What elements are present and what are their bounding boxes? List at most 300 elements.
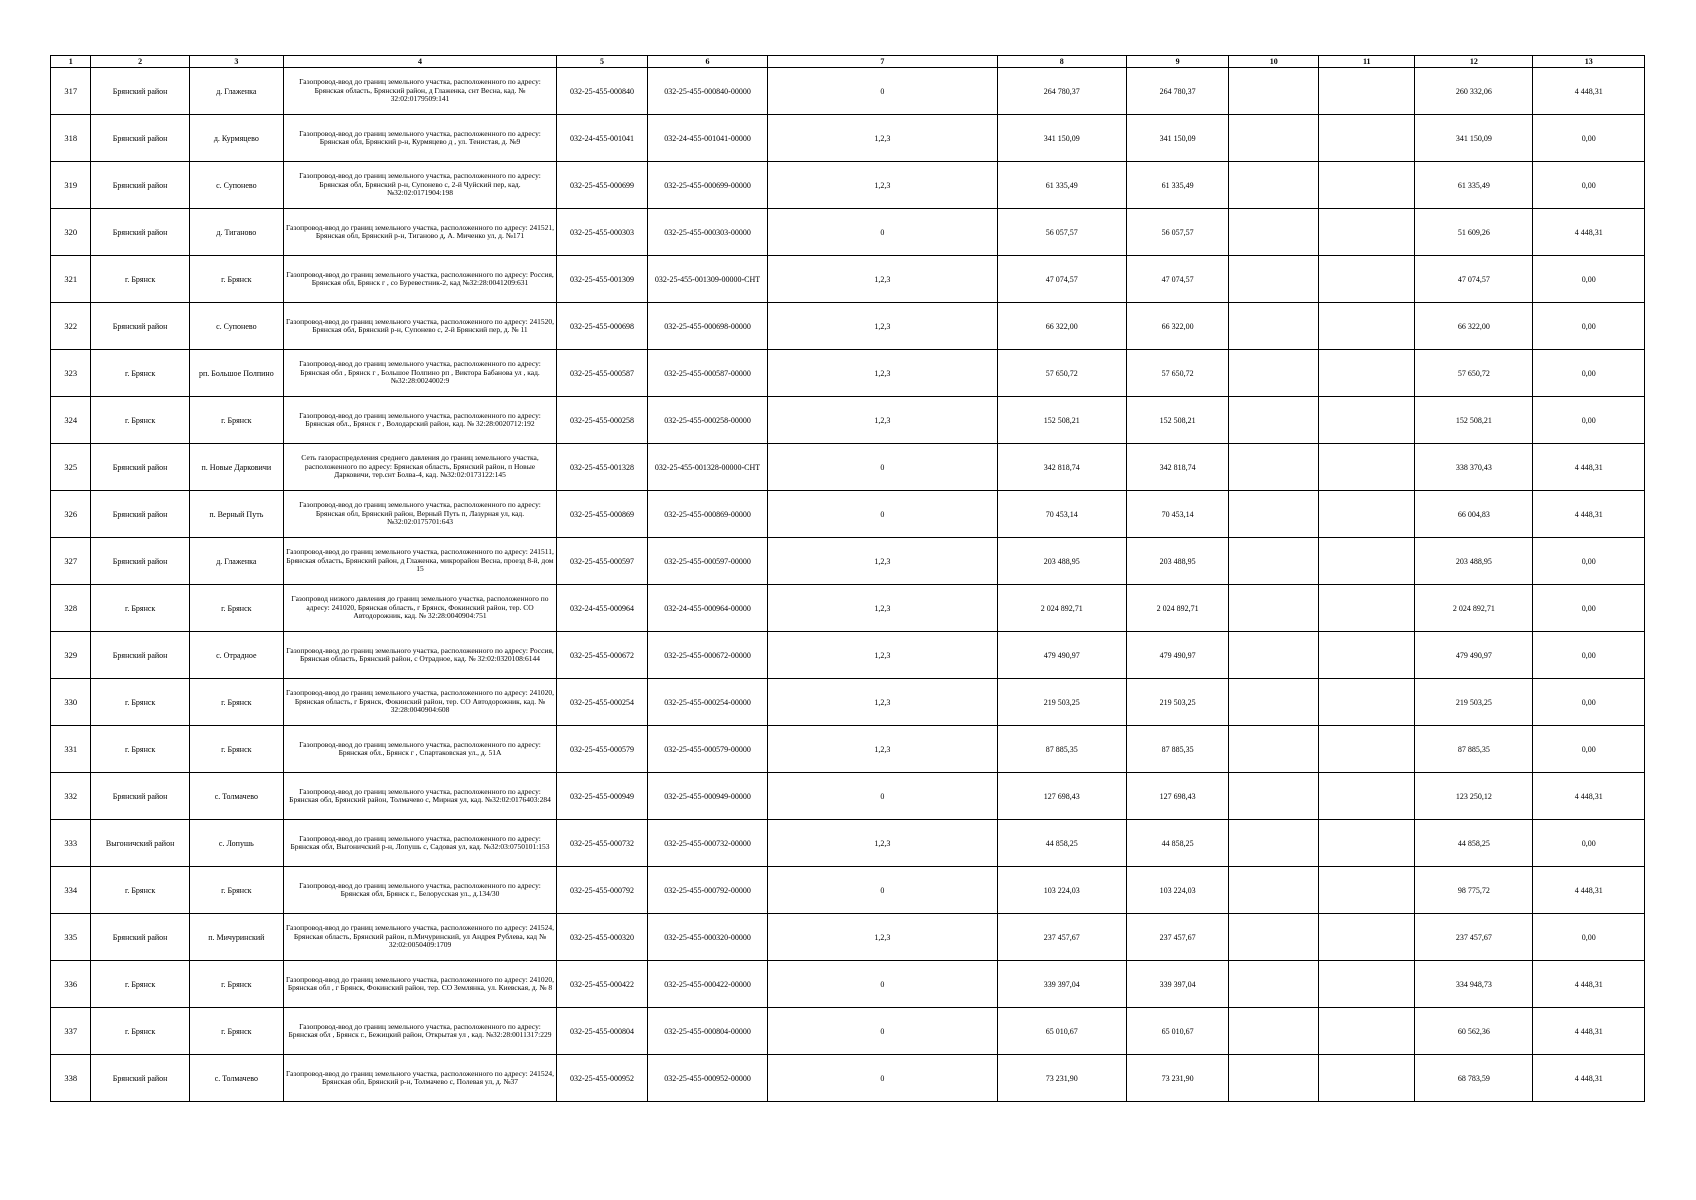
cell-object-description: Газопровод-ввод до границ земельного участка, расположенного по адресу: Брянская обл, Брянский район, Толмачево с, Мирная ул, кад. №32:02:0176403:284: [283, 773, 556, 820]
cell-category: 0: [768, 773, 998, 820]
cell-amount-col-9: 70 453,14: [1126, 491, 1229, 538]
cell-category: 0: [768, 444, 998, 491]
cell-amount-col-9: 44 858,25: [1126, 820, 1229, 867]
cell-category: 1,2,3: [768, 632, 998, 679]
cell-amount-col-12: 341 150,09: [1415, 115, 1533, 162]
cell-amount-col-12: 2 024 892,71: [1415, 585, 1533, 632]
cell-amount-col-11: [1319, 538, 1415, 585]
cell-object-description: Газопровод-ввод до границ земельного участка, расположенного по адресу: 241521, Брянская обл, Брянский р-н, Тиганово д, А. Миченко ул, д. №171: [283, 209, 556, 256]
cell-amount-col-9: 219 503,25: [1126, 679, 1229, 726]
cell-object-code: 032-25-455-000320: [557, 914, 648, 961]
cell-object-description: Газопровод низкого давления до границ земельного участка, расположенного по адресу: 241020, Брянская область, г Брянск, Фокинский район, тер. СО Автодорожник, кад. № 32:28:0040904:751: [283, 585, 556, 632]
cell-object-code: 032-25-455-000303: [557, 209, 648, 256]
cell-amount-col-13: 0,00: [1533, 632, 1645, 679]
cell-row-number: 326: [51, 491, 91, 538]
cell-full-object-code: 032-24-455-001041-00000: [647, 115, 767, 162]
cell-row-number: 328: [51, 585, 91, 632]
cell-object-description: Газопровод-ввод до границ земельного участка, расположенного по адресу: Брянская обл , Брянск г , Большое Полпино рп , Виктора Бабанова ул , кад. №32:28:0024002:9: [283, 350, 556, 397]
cell-total-amount: 479 490,97: [997, 632, 1126, 679]
cell-object-code: 032-25-455-000840: [557, 68, 648, 115]
table-row: [51, 303, 1645, 350]
cell-object-description: Газопровод-ввод до границ земельного участка, расположенного по адресу: 241524, Брянская обл, Брянский р-н, Толмачево с, Полевая ул, д. №37: [283, 1055, 556, 1102]
cell-district: г. Брянск: [91, 726, 189, 773]
cell-amount-col-9: 87 885,35: [1126, 726, 1229, 773]
cell-object-code: 032-24-455-000964: [557, 585, 648, 632]
cell-object-code: 032-25-455-000254: [557, 679, 648, 726]
cell-object-description: Газопровод-ввод до границ земельного участка, расположенного по адресу: Брянская обл., Брянск г , Спартаковская ул., д. 51А: [283, 726, 556, 773]
cell-full-object-code: 032-25-455-000698-00000: [647, 303, 767, 350]
cell-row-number: 319: [51, 162, 91, 209]
cell-amount-col-12: 260 332,06: [1415, 68, 1533, 115]
cell-settlement: рп. Большое Полпино: [189, 350, 283, 397]
cell-amount-col-10: [1229, 961, 1319, 1008]
column-header-10: 10: [1229, 56, 1319, 68]
cell-category: 0: [768, 961, 998, 1008]
table-row: [51, 914, 1645, 961]
cell-object-description: Газопровод-ввод до границ земельного участка, расположенного по адресу: Россия, Брянская область, Брянский район, с Отрадное, кад. № 32:02:0320108:6144: [283, 632, 556, 679]
cell-amount-col-12: 123 250,12: [1415, 773, 1533, 820]
cell-amount-col-13: 0,00: [1533, 726, 1645, 773]
cell-amount-col-11: [1319, 256, 1415, 303]
cell-amount-col-9: 127 698,43: [1126, 773, 1229, 820]
cell-amount-col-9: 203 488,95: [1126, 538, 1229, 585]
cell-category: 0: [768, 867, 998, 914]
cell-amount-col-13: 4 448,31: [1533, 444, 1645, 491]
cell-district: Брянский район: [91, 632, 189, 679]
cell-settlement: д. Глаженка: [189, 68, 283, 115]
cell-amount-col-9: 47 074,57: [1126, 256, 1229, 303]
table-row: [51, 820, 1645, 867]
cell-district: Брянский район: [91, 1055, 189, 1102]
cell-object-code: 032-25-455-000579: [557, 726, 648, 773]
cell-row-number: 335: [51, 914, 91, 961]
cell-object-description: Газопровод-ввод до границ земельного участка, расположенного по адресу: 241020, Брянская обл , г Брянск, Фокинский район, тер. СО Землянка, ул. Киевская, д. № 8: [283, 961, 556, 1008]
cell-object-description: Газопровод-ввод до границ земельного участка, расположенного по адресу: Россия, Брянская обл, Брянск г , со Буревестник-2, кад №32:28:0041209:631: [283, 256, 556, 303]
cell-row-number: 336: [51, 961, 91, 1008]
cell-full-object-code: 032-25-455-000792-00000: [647, 867, 767, 914]
column-header-9: 9: [1126, 56, 1229, 68]
cell-amount-col-12: 98 775,72: [1415, 867, 1533, 914]
cell-total-amount: 237 457,67: [997, 914, 1126, 961]
cell-amount-col-9: 2 024 892,71: [1126, 585, 1229, 632]
cell-amount-col-11: [1319, 397, 1415, 444]
cell-amount-col-13: 0,00: [1533, 303, 1645, 350]
cell-total-amount: 57 650,72: [997, 350, 1126, 397]
cell-full-object-code: 032-25-455-000303-00000: [647, 209, 767, 256]
cell-amount-col-11: [1319, 585, 1415, 632]
cell-total-amount: 341 150,09: [997, 115, 1126, 162]
cell-settlement: г. Брянск: [189, 256, 283, 303]
column-header-7: 7: [768, 56, 998, 68]
cell-total-amount: 70 453,14: [997, 491, 1126, 538]
cell-amount-col-13: 0,00: [1533, 820, 1645, 867]
cell-full-object-code: 032-25-455-000587-00000: [647, 350, 767, 397]
cell-settlement: г. Брянск: [189, 961, 283, 1008]
cell-amount-col-11: [1319, 632, 1415, 679]
cell-object-description: Газопровод-ввод до границ земельного участка, расположенного по адресу: 241520, Брянская обл, Брянский р-н, Супонево с, 2-й Брянский пер, д. № 11: [283, 303, 556, 350]
cell-total-amount: 127 698,43: [997, 773, 1126, 820]
cell-total-amount: 203 488,95: [997, 538, 1126, 585]
cell-amount-col-9: 103 224,03: [1126, 867, 1229, 914]
table-row: [51, 397, 1645, 444]
cell-amount-col-11: [1319, 773, 1415, 820]
column-header-1: 1: [51, 56, 91, 68]
table-row: [51, 350, 1645, 397]
cell-district: г. Брянск: [91, 679, 189, 726]
header-row: [51, 56, 1645, 68]
cell-amount-col-11: [1319, 820, 1415, 867]
cell-amount-col-10: [1229, 867, 1319, 914]
cell-object-description: Газопровод-ввод до границ земельного участка, расположенного по адресу: Брянская обл, Брянский р-н, Супонево с, 2-й Чуйский пер, кад. №32:02:0171904:198: [283, 162, 556, 209]
column-header-4: 4: [283, 56, 556, 68]
cell-amount-col-12: 203 488,95: [1415, 538, 1533, 585]
cell-amount-col-11: [1319, 115, 1415, 162]
cell-amount-col-13: 4 448,31: [1533, 773, 1645, 820]
cell-total-amount: 87 885,35: [997, 726, 1126, 773]
table-row: [51, 585, 1645, 632]
cell-amount-col-12: 87 885,35: [1415, 726, 1533, 773]
cell-total-amount: 61 335,49: [997, 162, 1126, 209]
cell-settlement: п. Мичуринский: [189, 914, 283, 961]
cell-full-object-code: 032-25-455-001309-00000-СНТ: [647, 256, 767, 303]
cell-amount-col-9: 152 508,21: [1126, 397, 1229, 444]
cell-amount-col-10: [1229, 679, 1319, 726]
cell-amount-col-10: [1229, 68, 1319, 115]
cell-amount-col-13: 4 448,31: [1533, 209, 1645, 256]
cell-settlement: п. Верный Путь: [189, 491, 283, 538]
cell-object-code: 032-25-455-000952: [557, 1055, 648, 1102]
cell-amount-col-9: 341 150,09: [1126, 115, 1229, 162]
cell-total-amount: 264 780,37: [997, 68, 1126, 115]
cell-amount-col-13: 0,00: [1533, 538, 1645, 585]
column-header-11: 11: [1319, 56, 1415, 68]
cell-object-code: 032-25-455-000949: [557, 773, 648, 820]
cell-object-description: Газопровод-ввод до границ земельного участка, расположенного по адресу: 241524, Брянская область, Брянский район, п.Мичуринский, ул Андрея Рублева, кад № 32:02:0050409:1709: [283, 914, 556, 961]
table-row: [51, 632, 1645, 679]
cell-amount-col-9: 237 457,67: [1126, 914, 1229, 961]
cell-district: Брянский район: [91, 209, 189, 256]
cell-amount-col-10: [1229, 115, 1319, 162]
column-header-3: 3: [189, 56, 283, 68]
cell-settlement: с. Толмачево: [189, 773, 283, 820]
cell-settlement: с. Отрадное: [189, 632, 283, 679]
cell-amount-col-12: 66 004,83: [1415, 491, 1533, 538]
cell-category: 0: [768, 1055, 998, 1102]
cell-object-code: 032-25-455-000587: [557, 350, 648, 397]
cell-row-number: 327: [51, 538, 91, 585]
cell-category: 1,2,3: [768, 914, 998, 961]
cell-amount-col-9: 73 231,90: [1126, 1055, 1229, 1102]
cell-row-number: 338: [51, 1055, 91, 1102]
cell-object-description: Газопровод-ввод до границ земельного участка, расположенного по адресу: 241020, Брянская область, г Брянск, Фокинский район, тер. СО Автодорожник, кад. № 32:28:0040904:608: [283, 679, 556, 726]
cell-category: 1,2,3: [768, 162, 998, 209]
cell-amount-col-13: 4 448,31: [1533, 68, 1645, 115]
cell-amount-col-13: 0,00: [1533, 350, 1645, 397]
cell-amount-col-9: 61 335,49: [1126, 162, 1229, 209]
table-row: [51, 162, 1645, 209]
table-row: [51, 726, 1645, 773]
cell-total-amount: 65 010,67: [997, 1008, 1126, 1055]
cell-row-number: 333: [51, 820, 91, 867]
cell-district: Брянский район: [91, 491, 189, 538]
cell-amount-col-12: 61 335,49: [1415, 162, 1533, 209]
cell-row-number: 323: [51, 350, 91, 397]
cell-amount-col-11: [1319, 1055, 1415, 1102]
cell-total-amount: 152 508,21: [997, 397, 1126, 444]
cell-district: г. Брянск: [91, 867, 189, 914]
cell-amount-col-11: [1319, 679, 1415, 726]
cell-object-description: Газопровод-ввод до границ земельного участка, расположенного по адресу: 241511, Брянская область, Брянский район, д Глаженка, микрорайон Весна, проезд 8-й, дом 15: [283, 538, 556, 585]
cell-object-code: 032-25-455-001309: [557, 256, 648, 303]
table-row: [51, 867, 1645, 914]
cell-total-amount: 44 858,25: [997, 820, 1126, 867]
cell-amount-col-9: 342 818,74: [1126, 444, 1229, 491]
cell-settlement: с. Супонево: [189, 303, 283, 350]
cell-total-amount: 339 397,04: [997, 961, 1126, 1008]
table-row: [51, 961, 1645, 1008]
cell-total-amount: 103 224,03: [997, 867, 1126, 914]
cell-district: Брянский район: [91, 303, 189, 350]
cell-amount-col-10: [1229, 350, 1319, 397]
column-header-8: 8: [997, 56, 1126, 68]
cell-object-description: Сеть газораспределения среднего давления до границ земельного участка, расположенного по адресу: Брянская область, Брянский район, п Новые Дарковичи, тер.снт Болва-4, кад. №32:02:0173122:145: [283, 444, 556, 491]
cell-amount-col-13: 0,00: [1533, 679, 1645, 726]
cell-amount-col-10: [1229, 632, 1319, 679]
cell-amount-col-11: [1319, 162, 1415, 209]
cell-settlement: г. Брянск: [189, 867, 283, 914]
cell-amount-col-13: 0,00: [1533, 256, 1645, 303]
cell-total-amount: 73 231,90: [997, 1055, 1126, 1102]
cell-full-object-code: 032-25-455-000732-00000: [647, 820, 767, 867]
cell-amount-col-13: 4 448,31: [1533, 1008, 1645, 1055]
cell-object-code: 032-25-455-001328: [557, 444, 648, 491]
cell-amount-col-10: [1229, 162, 1319, 209]
cell-total-amount: 56 057,57: [997, 209, 1126, 256]
table-row: [51, 1055, 1645, 1102]
cell-full-object-code: 032-25-455-000952-00000: [647, 1055, 767, 1102]
cell-amount-col-11: [1319, 961, 1415, 1008]
cell-amount-col-10: [1229, 397, 1319, 444]
cell-full-object-code: 032-24-455-000964-00000: [647, 585, 767, 632]
cell-row-number: 332: [51, 773, 91, 820]
cell-amount-col-10: [1229, 1055, 1319, 1102]
cell-row-number: 330: [51, 679, 91, 726]
cell-amount-col-12: 152 508,21: [1415, 397, 1533, 444]
cell-amount-col-9: 339 397,04: [1126, 961, 1229, 1008]
cell-district: г. Брянск: [91, 1008, 189, 1055]
cell-row-number: 325: [51, 444, 91, 491]
cell-object-code: 032-25-455-000698: [557, 303, 648, 350]
cell-full-object-code: 032-25-455-000840-00000: [647, 68, 767, 115]
cell-amount-col-10: [1229, 820, 1319, 867]
cell-total-amount: 342 818,74: [997, 444, 1126, 491]
cell-total-amount: 66 322,00: [997, 303, 1126, 350]
cell-amount-col-13: 4 448,31: [1533, 491, 1645, 538]
cell-category: 1,2,3: [768, 256, 998, 303]
cell-full-object-code: 032-25-455-000949-00000: [647, 773, 767, 820]
cell-settlement: с. Супонево: [189, 162, 283, 209]
cell-object-code: 032-25-455-000422: [557, 961, 648, 1008]
column-header-6: 6: [647, 56, 767, 68]
cell-amount-col-11: [1319, 68, 1415, 115]
cell-district: Брянский район: [91, 444, 189, 491]
cell-row-number: 320: [51, 209, 91, 256]
column-header-12: 12: [1415, 56, 1533, 68]
column-header-5: 5: [557, 56, 648, 68]
cell-amount-col-10: [1229, 491, 1319, 538]
cell-row-number: 334: [51, 867, 91, 914]
cell-full-object-code: 032-25-455-000579-00000: [647, 726, 767, 773]
cell-settlement: п. Новые Дарковичи: [189, 444, 283, 491]
cell-full-object-code: 032-25-455-000672-00000: [647, 632, 767, 679]
cell-amount-col-12: 334 948,73: [1415, 961, 1533, 1008]
column-header-2: 2: [91, 56, 189, 68]
cell-amount-col-10: [1229, 914, 1319, 961]
table-row: [51, 68, 1645, 115]
cell-object-code: 032-25-455-000672: [557, 632, 648, 679]
cell-row-number: 321: [51, 256, 91, 303]
cell-amount-col-11: [1319, 1008, 1415, 1055]
cell-amount-col-13: 0,00: [1533, 914, 1645, 961]
cell-total-amount: 2 024 892,71: [997, 585, 1126, 632]
table-body: [51, 68, 1645, 1102]
cell-settlement: д. Курмяцево: [189, 115, 283, 162]
cell-amount-col-10: [1229, 726, 1319, 773]
cell-category: 1,2,3: [768, 115, 998, 162]
cell-category: 1,2,3: [768, 397, 998, 444]
cell-amount-col-12: 479 490,97: [1415, 632, 1533, 679]
cell-amount-col-10: [1229, 538, 1319, 585]
cell-full-object-code: 032-25-455-000254-00000: [647, 679, 767, 726]
cell-amount-col-12: 47 074,57: [1415, 256, 1533, 303]
cell-district: г. Брянск: [91, 961, 189, 1008]
cell-full-object-code: 032-25-455-000422-00000: [647, 961, 767, 1008]
cell-object-code: 032-25-455-000869: [557, 491, 648, 538]
cell-row-number: 322: [51, 303, 91, 350]
cell-amount-col-11: [1319, 491, 1415, 538]
cell-district: г. Брянск: [91, 256, 189, 303]
cell-amount-col-12: 237 457,67: [1415, 914, 1533, 961]
cell-total-amount: 47 074,57: [997, 256, 1126, 303]
cell-amount-col-10: [1229, 1008, 1319, 1055]
cell-object-code: 032-25-455-000258: [557, 397, 648, 444]
cell-amount-col-10: [1229, 256, 1319, 303]
cell-category: 1,2,3: [768, 585, 998, 632]
cell-settlement: г. Брянск: [189, 726, 283, 773]
cell-row-number: 318: [51, 115, 91, 162]
cell-district: Брянский район: [91, 773, 189, 820]
table-row: [51, 491, 1645, 538]
cell-object-description: Газопровод-ввод до границ земельного участка, расположенного по адресу: Брянская обл., Брянск г , Володарский район, кад. № 32:28:0020712:192: [283, 397, 556, 444]
cell-amount-col-13: 0,00: [1533, 162, 1645, 209]
cell-category: 1,2,3: [768, 679, 998, 726]
cell-district: г. Брянск: [91, 585, 189, 632]
cell-row-number: 317: [51, 68, 91, 115]
cell-object-code: 032-25-455-000804: [557, 1008, 648, 1055]
cell-row-number: 329: [51, 632, 91, 679]
cell-amount-col-9: 264 780,37: [1126, 68, 1229, 115]
cell-settlement: г. Брянск: [189, 397, 283, 444]
cell-amount-col-10: [1229, 585, 1319, 632]
cell-settlement: д. Тиганово: [189, 209, 283, 256]
cell-amount-col-9: 56 057,57: [1126, 209, 1229, 256]
cell-category: 1,2,3: [768, 303, 998, 350]
cell-amount-col-11: [1319, 209, 1415, 256]
column-header-13: 13: [1533, 56, 1645, 68]
cell-object-code: 032-25-455-000597: [557, 538, 648, 585]
cell-row-number: 324: [51, 397, 91, 444]
cell-amount-col-9: 65 010,67: [1126, 1008, 1229, 1055]
cell-amount-col-12: 57 650,72: [1415, 350, 1533, 397]
cell-amount-col-12: 338 370,43: [1415, 444, 1533, 491]
cell-district: Брянский район: [91, 162, 189, 209]
cell-full-object-code: 032-25-455-000320-00000: [647, 914, 767, 961]
cell-object-description: Газопровод-ввод до границ земельного участка, расположенного по адресу: Брянская обл, Брянск г., Белорусская ул., д.134/30: [283, 867, 556, 914]
cell-settlement: г. Брянск: [189, 679, 283, 726]
cell-amount-col-13: 0,00: [1533, 397, 1645, 444]
cell-object-description: Газопровод-ввод до границ земельного участка, расположенного по адресу: Брянская обл , Брянск г., Бежицкий район, Открытая ул , кад. №32:28:0011317:229: [283, 1008, 556, 1055]
table-row: [51, 444, 1645, 491]
cell-amount-col-12: 219 503,25: [1415, 679, 1533, 726]
cell-amount-col-12: 51 609,26: [1415, 209, 1533, 256]
cell-row-number: 337: [51, 1008, 91, 1055]
cell-district: Брянский район: [91, 115, 189, 162]
cell-amount-col-13: 4 448,31: [1533, 961, 1645, 1008]
cell-settlement: с. Лопушь: [189, 820, 283, 867]
cell-full-object-code: 032-25-455-000597-00000: [647, 538, 767, 585]
cell-category: 0: [768, 1008, 998, 1055]
cell-amount-col-11: [1319, 726, 1415, 773]
cell-category: 1,2,3: [768, 350, 998, 397]
cell-category: 0: [768, 68, 998, 115]
cell-category: 1,2,3: [768, 538, 998, 585]
table-row: [51, 679, 1645, 726]
table-row: [51, 773, 1645, 820]
cell-full-object-code: 032-25-455-000869-00000: [647, 491, 767, 538]
cell-amount-col-9: 479 490,97: [1126, 632, 1229, 679]
cell-settlement: д. Глаженка: [189, 538, 283, 585]
table-row: [51, 256, 1645, 303]
cell-amount-col-10: [1229, 303, 1319, 350]
cell-amount-col-13: 4 448,31: [1533, 1055, 1645, 1102]
cell-full-object-code: 032-25-455-000699-00000: [647, 162, 767, 209]
cell-object-code: 032-25-455-000699: [557, 162, 648, 209]
cell-amount-col-12: 44 858,25: [1415, 820, 1533, 867]
cell-settlement: с. Толмачево: [189, 1055, 283, 1102]
cell-amount-col-11: [1319, 350, 1415, 397]
cell-settlement: г. Брянск: [189, 585, 283, 632]
cell-object-code: 032-24-455-001041: [557, 115, 648, 162]
cell-full-object-code: 032-25-455-001328-00000-СНТ: [647, 444, 767, 491]
cell-amount-col-13: 4 448,31: [1533, 867, 1645, 914]
cell-row-number: 331: [51, 726, 91, 773]
cell-category: 1,2,3: [768, 820, 998, 867]
cell-full-object-code: 032-25-455-000258-00000: [647, 397, 767, 444]
cell-amount-col-12: 60 562,36: [1415, 1008, 1533, 1055]
cell-amount-col-10: [1229, 773, 1319, 820]
cell-object-description: Газопровод-ввод до границ земельного участка, расположенного по адресу: Брянская обл, Брянский р-н, Курмяцево д , ул. Тенистая, д. №9: [283, 115, 556, 162]
cell-amount-col-11: [1319, 444, 1415, 491]
cell-object-description: Газопровод-ввод до границ земельного участка, расположенного по адресу: Брянская обл, Выгоничский р-н, Лопушь с, Садовая ул, кад. №32:03:0750101:153: [283, 820, 556, 867]
cell-amount-col-10: [1229, 209, 1319, 256]
table-row: [51, 538, 1645, 585]
cell-amount-col-13: 0,00: [1533, 115, 1645, 162]
cell-amount-col-12: 66 322,00: [1415, 303, 1533, 350]
cell-amount-col-9: 57 650,72: [1126, 350, 1229, 397]
cell-object-code: 032-25-455-000792: [557, 867, 648, 914]
cell-amount-col-11: [1319, 303, 1415, 350]
cell-object-description: Газопровод-ввод до границ земельного участка, расположенного по адресу: Брянская обл, Брянский район, Верный Путь п, Лазурная ул, кад. №32:02:0175701:643: [283, 491, 556, 538]
